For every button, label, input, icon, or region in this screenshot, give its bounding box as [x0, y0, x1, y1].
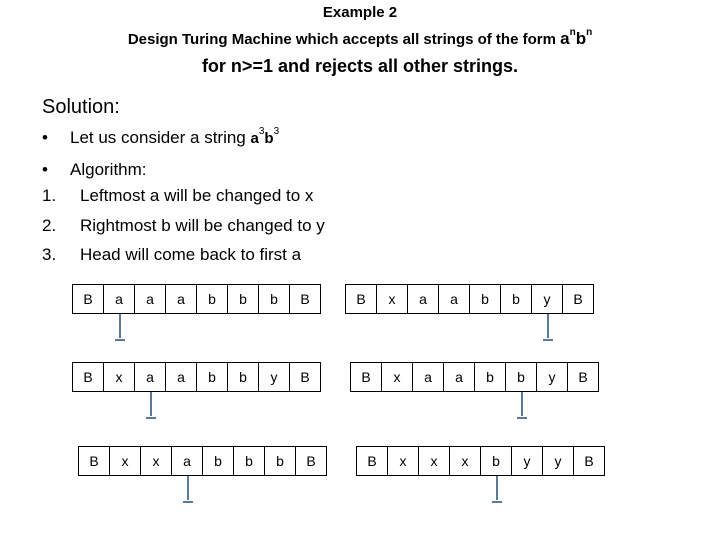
tape-cell: B: [563, 285, 594, 313]
tape-cell: b: [506, 363, 537, 391]
tape-cell: b: [501, 285, 532, 313]
tape-cell: b: [259, 285, 290, 313]
bullet: •: [42, 128, 48, 147]
string-exp1: 3: [258, 126, 265, 137]
slide-title: [0, 4, 720, 21]
algorithm-line: [42, 160, 147, 180]
tape: [356, 446, 605, 476]
tape-cell: a: [172, 447, 203, 475]
tape-cell: B: [351, 363, 382, 391]
step-text: Leftmost a will be changed to x: [80, 186, 314, 205]
expr-a: a: [560, 29, 570, 48]
tape-cell: B: [73, 285, 104, 313]
tape-head-pointer: [187, 476, 189, 500]
solution-label: Solution:: [42, 96, 120, 118]
tape-cell: x: [104, 363, 135, 391]
tape-cell: b: [197, 285, 228, 313]
tape-cell: b: [475, 363, 506, 391]
expr-exp-n2: n: [586, 27, 593, 38]
tape-cell: x: [377, 285, 408, 313]
tape-cell: b: [228, 363, 259, 391]
tape-cell: a: [413, 363, 444, 391]
tape-cell: x: [382, 363, 413, 391]
tape-cell: y: [512, 447, 543, 475]
tape-cell: a: [135, 285, 166, 313]
tape-cell: a: [135, 363, 166, 391]
tape: [72, 284, 321, 314]
tape-cell: y: [532, 285, 563, 313]
string-a: a: [250, 130, 259, 147]
tape-head-pointer: [150, 392, 152, 416]
algorithm-label: Algorithm:: [70, 160, 147, 179]
problem-statement-line2: [0, 56, 720, 77]
tape-cell: a: [166, 363, 197, 391]
consider-text: Let us consider a string: [70, 128, 251, 147]
step-item: [42, 186, 313, 206]
tape-cell: b: [203, 447, 234, 475]
bullet: •: [42, 160, 48, 179]
step-text: Head will come back to first a: [80, 245, 302, 264]
step-text: Rightmost b will be changed to y: [80, 216, 325, 235]
tape-cell: b: [234, 447, 265, 475]
tape-cell: b: [228, 285, 259, 313]
tape-cell: B: [296, 447, 327, 475]
tape: [78, 446, 327, 476]
step-number: 2.: [42, 216, 57, 235]
expr-b: b: [575, 29, 587, 48]
tape: [350, 362, 599, 392]
tape-cell: B: [290, 285, 321, 313]
tape-cell: a: [104, 285, 135, 313]
tape-cell: a: [444, 363, 475, 391]
tape: [72, 362, 321, 392]
tape-cell: b: [481, 447, 512, 475]
tape-cell: y: [543, 447, 574, 475]
tape-cell: a: [166, 285, 197, 313]
step-number: 1.: [42, 186, 57, 205]
tape: [345, 284, 594, 314]
problem-statement-line1: [0, 29, 720, 49]
tape-head-pointer: [547, 314, 549, 338]
tape-cell: a: [408, 285, 439, 313]
tape-head-pointer: [521, 392, 523, 416]
tape-cell: B: [574, 447, 605, 475]
tape-cell: B: [79, 447, 110, 475]
tape-cell: x: [419, 447, 450, 475]
consider-line: [42, 128, 279, 148]
problem-text-2: for n>=1 and rejects all other strings.: [201, 56, 519, 76]
tape-cell: B: [290, 363, 321, 391]
tape-cell: B: [568, 363, 599, 391]
step-item: [42, 245, 301, 265]
title-text: Example 2: [322, 4, 398, 21]
tape-cell: b: [470, 285, 501, 313]
tape-head-pointer: [496, 476, 498, 500]
step-number: 3.: [42, 245, 57, 264]
tape-cell: y: [259, 363, 290, 391]
tape-cell: b: [197, 363, 228, 391]
string-b: b: [264, 130, 274, 147]
expr-exp-n1: n: [569, 27, 576, 38]
tape-cell: B: [73, 363, 104, 391]
string-exp2: 3: [273, 126, 280, 137]
tape-cell: b: [265, 447, 296, 475]
tape-cell: x: [141, 447, 172, 475]
tape-cell: x: [450, 447, 481, 475]
tape-cell: a: [439, 285, 470, 313]
tape-cell: B: [357, 447, 388, 475]
tape-cell: x: [110, 447, 141, 475]
tape-cell: x: [388, 447, 419, 475]
tape-cell: y: [537, 363, 568, 391]
step-item: [42, 216, 325, 236]
tape-cell: B: [346, 285, 377, 313]
problem-text: Design Turing Machine which accepts all strings of the form: [127, 31, 561, 48]
tape-head-pointer: [119, 314, 121, 338]
